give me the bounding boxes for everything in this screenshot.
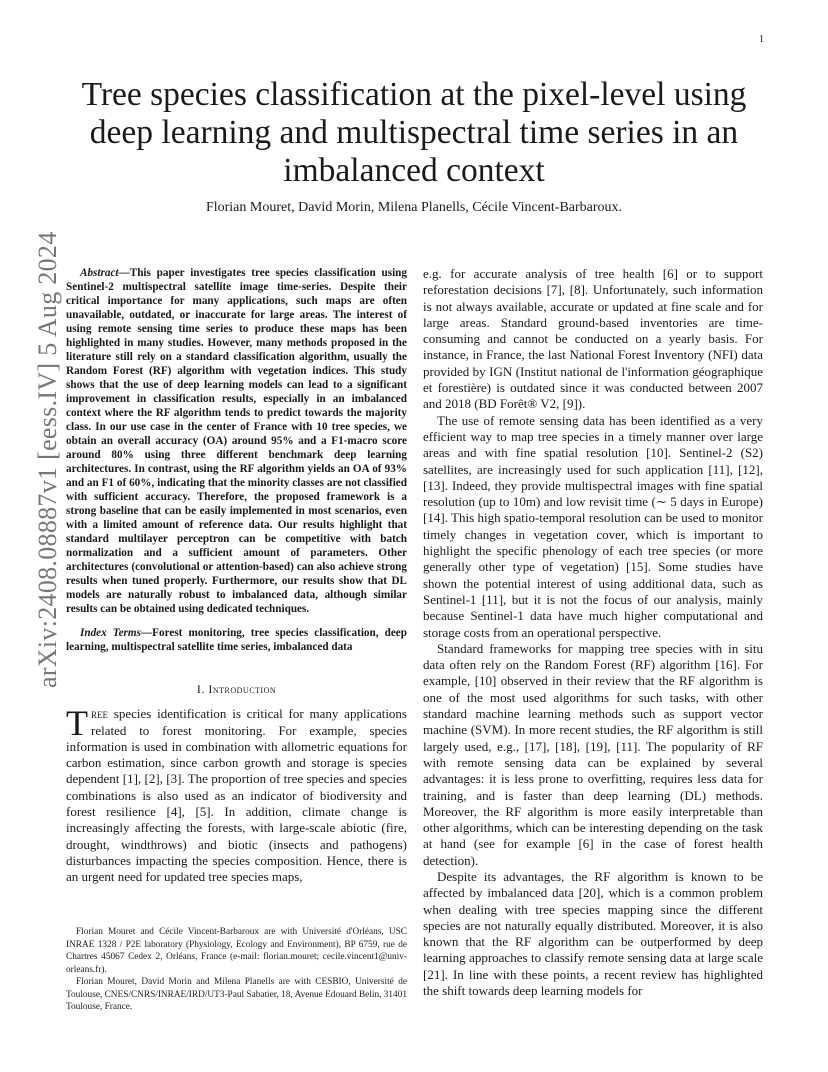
drop-cap: T [66, 703, 88, 744]
index-terms [66, 626, 407, 654]
arxiv-identifier-text: arXiv:2408.08887v1 [eess.IV] 5 Aug 2024 [33, 231, 62, 688]
footnotes [66, 926, 407, 1014]
abstract [66, 266, 407, 616]
section-number: I. [196, 682, 205, 696]
footnote-affiliation-2: Florian Mouret, David Morin and Milena Planells are with CESBIO, Université de Toulouse, CNES/CNRS/INRAE/IRD/UT3-Paul Sabatier, 18, Avenue Edouard Belin, 31401 Toulouse, France. [66, 977, 407, 1012]
page-number: 1 [759, 34, 764, 45]
paper-title: Tree species classification at the pixel-level using deep learning and multispectral time series in an imbalanced context [81, 76, 747, 189]
section-heading [66, 681, 407, 697]
intro-lead-word: ree [91, 706, 108, 722]
index-terms-text: —Forest monitoring, tree species classification, deep learning, multispectral satellite time series, imbalanced data [66, 627, 407, 653]
section-title: Introduction [208, 682, 277, 696]
left-column [66, 266, 407, 886]
introduction-paragraph [66, 703, 407, 885]
body-paragraph-4: Despite its advantages, the RF algorithm is known to be affected by imbalanced data [20], which is a common problem when dealing with tree species mapping since the different species are not naturally equally distributed. Moreover, it is also known that the RF algorithm can be outperformed by deep learning approaches to classify remote sensing data at large scale [21]. In line with these points, a recent review has highlighted the shift towards deep learning models for [423, 868, 763, 999]
author-list: Florian Mouret, David Morin, Milena Planells, Cécile Vincent-Barbaroux. [205, 200, 623, 215]
body-paragraph-3: Standard frameworks for mapping tree species with in situ data often rely on the Random Forest (RF) algorithm [16]. For example, [10] observed in their review that the RF algorithm is one of the most used algorithms for such tasks, with other standard machine learning methods such as support vector machine (SVM). In more recent studies, the RF algorithm is still largely used, e.g., [17], [18], [19], [11]. The popularity of RF with remote sensing data can be explained by several advantages: it is less prone to overfitting, requires less data for training, and is faster than deep learning (DL) methods. Moreover, the RF algorithm is more easily interpretable than other algorithms, which can be interesting depending on the task at hand (see for example [6] in the case of forest health detection). [423, 640, 763, 868]
body-paragraph-2: The use of remote sensing data has been identified as a very efficient way to map tree species in a timely manner over large areas and with fine spatial resolution [10]. Sentinel-2 (S2) satellites, are increasingly used for such application [11], [12], [13]. Indeed, they provide multispectral images with fine spatial resolution (up to 10m) and low revisit time (∼ 5 days in Europe) [14]. This high spatio-temporal resolution can be used to monitor timely changes in vegetation cover, which is important to highlight the specific phenology of each tree species (or more generally other type of vegetation) [15]. Some studies have shown the potential interest of using additional data, such as Sentinel-1 [11], but it is not the focus of our analysis, mainly because Sentinel-1 data have much higher computational and storage costs from an operational perspective. [423, 412, 763, 640]
index-terms-label: Index Terms [80, 627, 141, 639]
footnote-affiliation-1: Florian Mouret and Cécile Vincent-Barbaroux are with Université d'Orléans, USC INRAE 1328 / P2E laboratory (Physiology, Ecology and Environment), BP 6759, rue de Chartres 45067 Cedex 2, Orléans, France (e-mail: florian.mouret; cecile.vincent1@univ-orleans.fr). [66, 927, 407, 975]
abstract-label: Abstract [80, 267, 119, 279]
body-paragraph-1: e.g. for accurate analysis of tree health [6] or to support reforestation decisions [7], [8]. Unfortunately, such information is not always available, accurate or updated at fine scale and for large areas. Standard ground-based inventories are time-consuming and cannot be conducted on a yearly basis. For instance, in France, the last National Forest Inventory (NFI) data provided by IGN (Institut national de l'information géographique et forestière) is outdated since it was conducted between 2007 and 2018 (BD Forêt® V2, [9]). [423, 266, 763, 412]
right-column [423, 266, 763, 999]
abstract-text: —This paper investigates tree species classification using Sentinel-2 multispectral satellite image time-series. Despite their critical importance for many applications, such maps are often unavailable, outdated, or inaccurate for large areas. The interest of using remote sensing time series to produce these maps has been highlighted in many studies. However, many methods proposed in the literature still rely on a standard classification algorithm, usually the Random Forest (RF) algorithm with vegetation indices. This study shows that the use of deep learning models can lead to a significant improvement in classification results, especially in an imbalanced context where the RF algorithm tends to predict towards the majority class. In our use case in the center of France with 10 tree species, we obtain an overall accuracy (OA) around 95% and a F1-macro score around 80% using three different benchmark deep learning architectures. In contrast, using the RF algorithm yields an OA of 93% and an F1 of 60%, indicating that the minority classes are not classified with sufficient accuracy. Therefore, the proposed framework is a strong baseline that can be easily implemented in most scenarios, even with a limited amount of reference data. Our results highlight that standard multilayer perceptron can be competitive with batch normalization and a sufficient amount of parameters. Other architectures (convolutional or attention-based) can also achieve strong results when tuned properly. Furthermore, our results show that DL models are naturally robust to imbalanced data, although similar results can be obtained using dedicated techniques. [66, 267, 407, 615]
intro-text: species identification is critical for many applications related to forest monitoring. For example, species information is used in combination with allometric equations for carbon estimation, since carbon growth and storage is species dependent [1], [2], [3]. The proportion of tree species and species combinations is also used as an indicator of biodiversity and forest resilience [4], [5]. In addition, climate change is increasingly affecting the forests, with large-scale abiotic (fire, drought, windthrows) and biotic (insects and pathogens) disturbances impacting the species composition. Hence, there is an urgent need for updated tree species maps, [66, 706, 407, 885]
arxiv-identifier [33, 231, 62, 690]
